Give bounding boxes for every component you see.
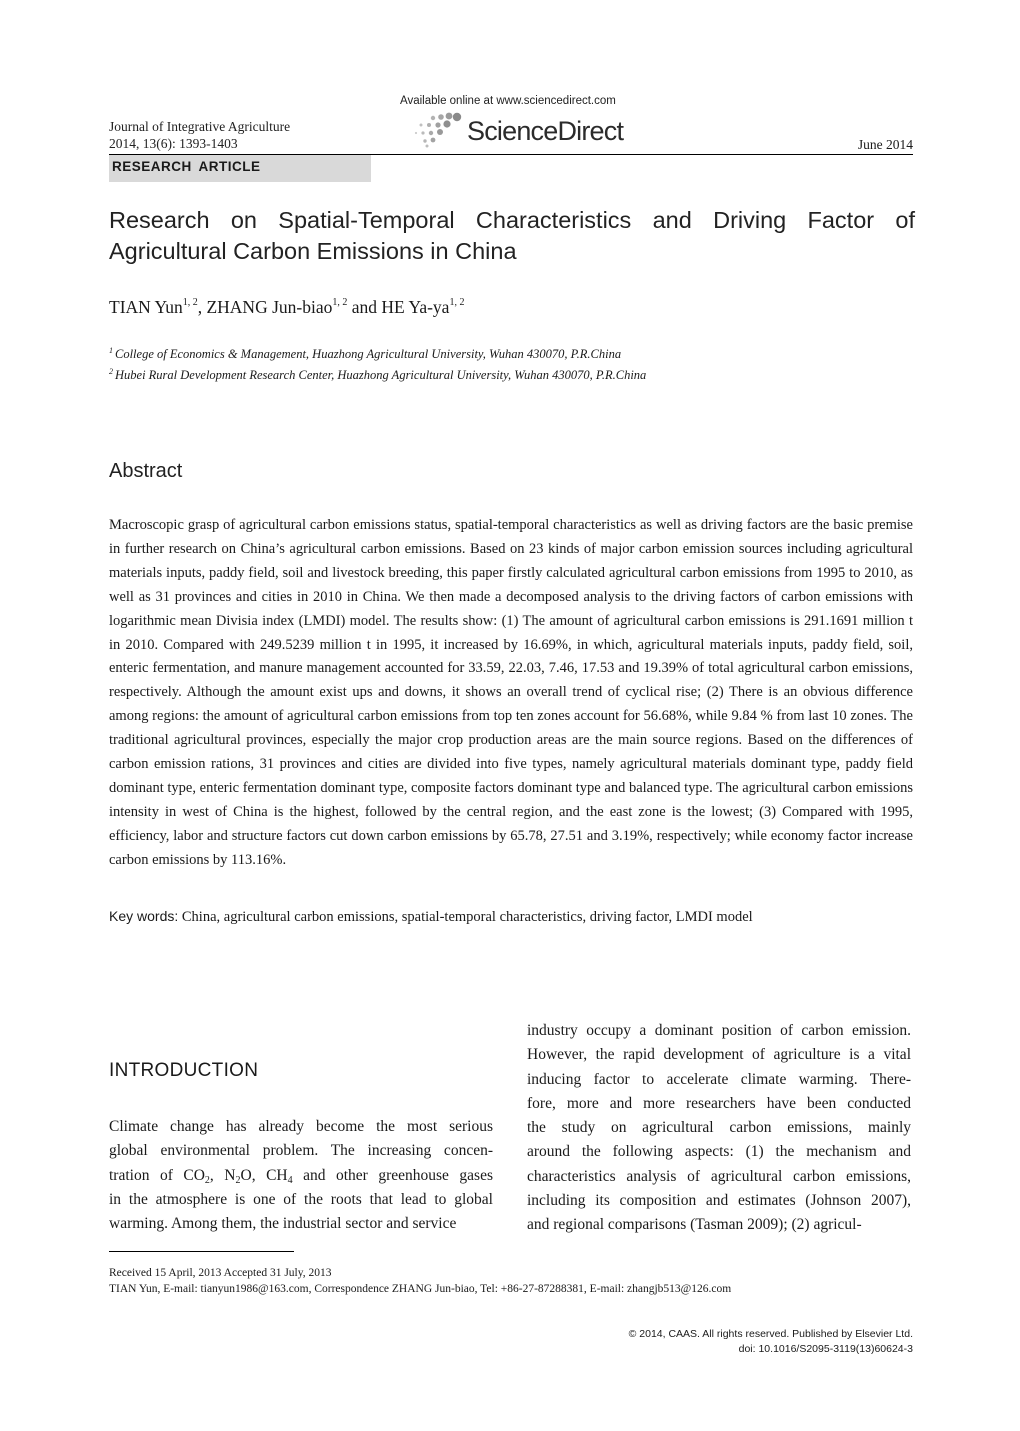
article-type-badge [109,155,371,182]
text-line: However, the rapid development of agriculture is a vital [527,1046,911,1064]
journal-citation: 2014, 13(6): 1393-1403 [109,136,238,151]
text-line: characteristics analysis of agricultural carbon emissions, [527,1167,911,1185]
affiliation-number: 2 [109,367,113,376]
author-name: ZHANG Jun-biao [206,297,333,317]
text-line: in the atmosphere is one of the roots that lead to global [109,1190,493,1208]
author-list: TIAN Yun$^{1, 2}$, ZHANG Jun-biao$^{1, 2}$ and HE Ya-ya$^{1, 2}$ [109,297,465,317]
journal-info [109,118,290,152]
text-line: fore, more and more researchers have been conducted [527,1094,911,1112]
author-name: HE Ya-ya [381,297,450,317]
introduction-heading: INTRODUCTION [109,1060,259,1081]
text-line: including its composition and estimates (Johnson 2007), [527,1192,911,1210]
text-line: inducing factor to accelerate climate warming. There- [527,1070,911,1088]
doi-text[interactable]: doi: 10.1016/S2095-3119(13)60624-3 [738,1343,913,1355]
article-title: Research on Spatial-Temporal Characteristics and Driving Factor of Agricultural Carbon Emissions in China [109,207,915,264]
text-line: global environmental problem. The increasing concen- [109,1142,493,1160]
footnote-rule [109,1251,294,1252]
abstract-heading: Abstract [109,460,183,482]
affiliation-1 [109,347,621,362]
text-line: the study on agricultural carbon emissions, mainly [527,1119,911,1137]
available-online-text: Available online at www.sciencedirect.com [400,95,616,107]
copyright-notice: © 2014, CAAS. All rights reserved. Published by Elsevier Ltd. [628,1328,913,1340]
author-affiliation-sup: 1, 2 [332,297,348,308]
introduction-left-column [109,1115,493,1236]
journal-name: Journal of Integrative Agriculture [109,119,291,134]
affiliation-text: Hubei Rural Development Research Center, Huazhong Agricultural University, Wuhan 430070, P.R.China [115,368,647,382]
correspondence-info: TIAN Yun, E-mail: tianyun1986@163.com, Correspondence ZHANG Jun-biao, Tel: +86-27-87288381, E-mail: zhangjb513@126.com [109,1283,732,1295]
author-affiliation-sup: 1, 2 [449,297,465,308]
affiliation-text: College of Economics & Management, Huazhong Agricultural University, Wuhan 430070, P.R.China [115,347,622,361]
affiliation-2 [109,368,646,383]
abstract-body: Macroscopic grasp of agricultural carbon emissions status, spatial-temporal characteristics as well as driving factors are the basic premise in further research on China’s agricultural carbon emissions. Based on 23 kinds of major carbon emission sources including agricultural materials inputs, paddy field, soil and livestock breeding, this paper firstly calculated agricultural carbon emissions from 1995 to 2010, as well as 31 provinces and cities in 2010 in China. We then made a decomposed analysis to the driving factors of carbon emissions with logarithmic mean Divisia index (LMDI) model. The results show: (1) The amount of agricultural carbon emissions is 291.1691 million t in 2010. Compared with 249.5239 million t in 1995, it increased by 16.69%, in which, agricultural materials inputs, paddy field, soil, enteric fermentation, and manure management accounted for 33.59, 22.03, 7.46, 17.53 and 19.39% of total agricultural carbon emissions, respectively. Although the amount exist ups and downs, it shows an overall trend of cyclical rise; (2) There is an obvious difference among regions: the amount of agricultural carbon emissions from top ten zones account for 56.68%, while 9.84 % from last 10 zones. The traditional agricultural provinces, especially the major crop production areas are the main source regions. Based on the differences of carbon emission rations, 31 provinces and cities are divided into five types, namely agricultural materials dominant type, paddy field dominant type, enteric fermentation dominant type, composite factors dominant type and balanced type. The agricultural carbon emissions intensity in west of China is the highest, followed by the central region, and the east zone is the lowest; (3) Compared with 1995, efficiency, labor and structure factors cut down carbon emissions by 65.78, 27.51 and 3.19%, respectively; while economy factor increase carbon emissions by 113.16%. [109,517,913,868]
sciencedirect-wordmark: ScienceDirect [467,116,624,146]
keywords-label: Key words: [109,908,179,924]
text-line: and regional comparisons (Tasman 2009); (2) agricul- [527,1216,862,1234]
introduction-right-column [527,1019,911,1238]
received-accepted-dates: Received 15 April, 2013 Accepted 31 July, 2013 [109,1267,332,1279]
affiliation-number: 1 [109,346,113,355]
sciencedirect-dots-icon [413,112,465,148]
keywords-text: China, agricultural carbon emissions, spatial-temporal characteristics, driving factor, LMDI model [181,909,753,925]
text-line: industry occupy a dominant position of carbon emission. [527,1022,911,1039]
text-line: Climate change has already become the most serious [109,1118,493,1135]
author-name: TIAN Yun [109,297,183,317]
author-affiliation-sup: 1, 2 [182,297,198,308]
keywords [109,906,913,927]
article-type-label: RESEARCH ARTICLE [112,159,261,174]
text-line: around the following aspects: (1) the mechanism and [527,1143,911,1161]
sciencedirect-logo[interactable] [413,112,633,148]
text-line: warming. Among them, the industrial sector and service [109,1215,457,1233]
text-line: tration of $CO_2$, $N_2O$, $CH_4$ and other greenhouse gases [109,1166,494,1186]
issue-date: June 2014 [857,137,913,152]
